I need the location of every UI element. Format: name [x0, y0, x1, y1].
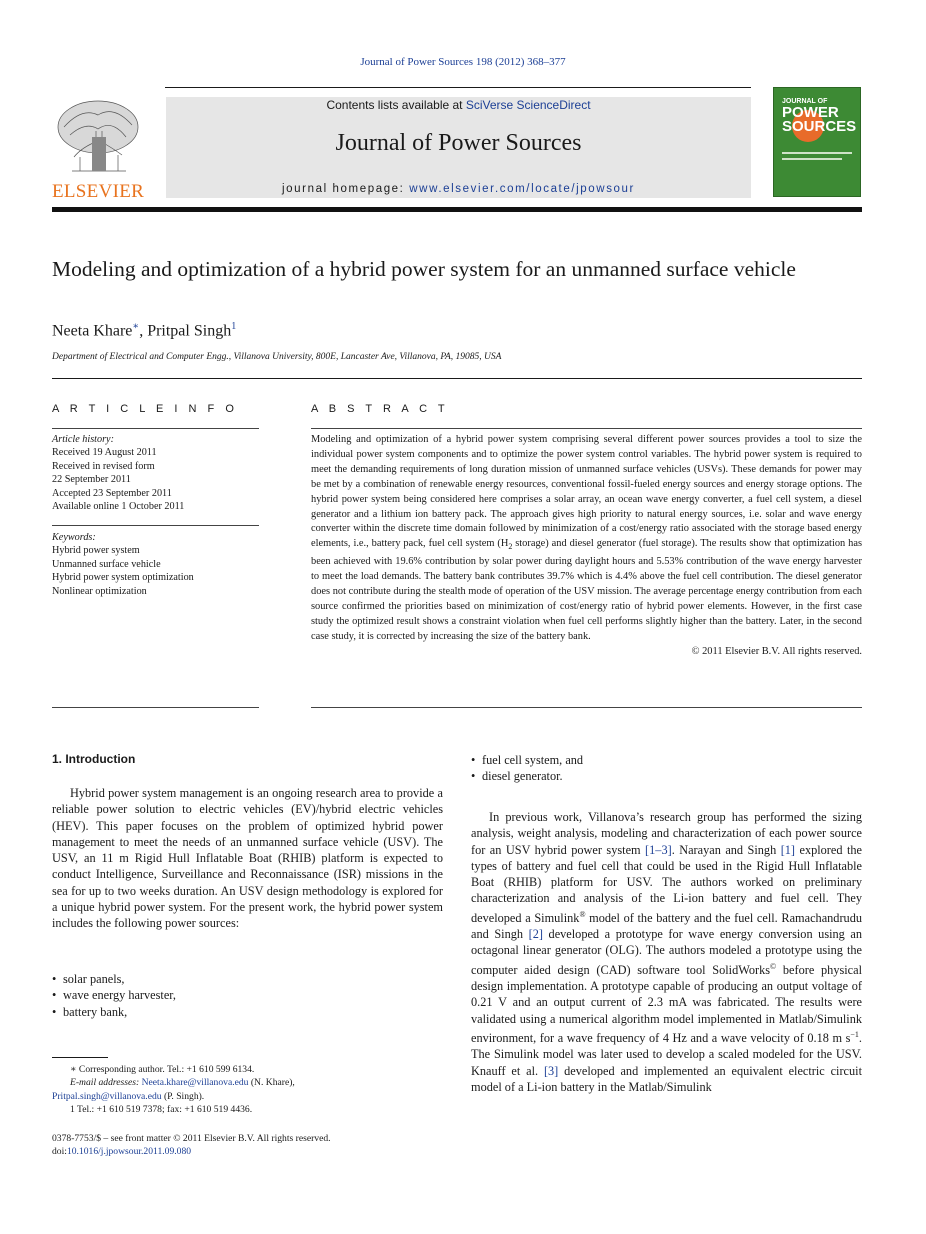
footnote-mark[interactable]: 1 — [231, 321, 237, 332]
divider — [52, 428, 259, 429]
history-revised: Received in revised form — [52, 460, 155, 472]
text-run: . The Simulink model was later used to develop a scaled modeled for the USV. Knauff et al. — [471, 1031, 862, 1078]
doi-label: doi: — [52, 1146, 67, 1158]
abstract-copyright: © 2011 Elsevier B.V. All rights reserved. — [691, 645, 862, 657]
journal-title: Journal of Power Sources — [335, 130, 582, 156]
contents-prefix: Contents lists available at — [326, 98, 466, 112]
text-run: . Narayan and Singh — [671, 842, 781, 857]
keywords-label: Keywords: — [52, 532, 96, 543]
text-run: before physical design implementation. A prototype capable of producing an output voltage of 0.21 V and an output current of 2.3 mA was fabricated. The results were validated using a numerical algorithm model implemented in Matlab/Simulink environment, for a wave frequency of 4 Hz and a wave velocity of 0.18 m s — [471, 962, 862, 1046]
history-accepted: Accepted 23 September 2011 — [52, 487, 172, 499]
journal-cover-image[interactable] — [773, 87, 861, 197]
author-name: Pritpal Singh — [147, 322, 232, 340]
email-link[interactable]: Neeta.khare@villanova.edu — [141, 1077, 249, 1089]
abstract-heading: A B S T R A C T — [311, 403, 449, 415]
elsevier-wordmark: ELSEVIER — [52, 181, 145, 202]
divider — [52, 525, 259, 526]
homepage-prefix: journal homepage: — [282, 183, 410, 195]
divider — [52, 378, 862, 379]
issn-line: 0378-7753/$ – see front matter © 2011 Elsevier B.V. All rights reserved. — [52, 1133, 331, 1144]
keyword-item: Hybrid power system optimization — [52, 572, 194, 584]
cover-title: JOURNAL OF — [782, 98, 828, 105]
front-matter-notes — [52, 1132, 331, 1159]
citation-link[interactable]: [1–3] — [645, 842, 672, 857]
homepage-link[interactable]: www.elsevier.com/locate/jpowsour — [409, 183, 635, 195]
registered-mark: ® — [579, 909, 586, 919]
list-item: • wave energy harvester, — [52, 987, 443, 1003]
email-owner: (N. Khare), — [248, 1077, 295, 1089]
abstract-text — [311, 433, 862, 660]
cover-text-line — [782, 152, 852, 154]
text-run: In previous work, Villanova’s research group has performed the sizing analysis, weight analysis, modeling and characterization of each power source for an USV hybrid power system — [471, 810, 862, 857]
email-link[interactable]: Pritpal.singh@villanova.edu — [52, 1090, 162, 1102]
email-label: E-mail addresses: — [70, 1077, 142, 1089]
doi-line — [52, 1145, 331, 1158]
footnote-rule — [52, 1057, 108, 1058]
keyword-item: Nonlinear optimization — [52, 585, 147, 597]
doi-link[interactable]: 10.1016/j.jpowsour.2011.09.080 — [66, 1146, 192, 1158]
history-revised-date: 22 September 2011 — [52, 474, 131, 486]
keyword-item: Hybrid power system — [52, 545, 140, 557]
power-source-list — [52, 971, 443, 1020]
citation-link[interactable]: [1] — [780, 842, 796, 857]
email-note-cont — [52, 1090, 443, 1103]
abstract-part: storage) and diesel generator (fuel storage). The results show that optimization has been achieved with 19.6% contribution by solar power during daylight hours and 5.53% contribution of the wave energy harvester to meet the load demands. The battery bank contributes 39.7% which is 4.4% above the fuel cell contribution. The diesel generator does not contribute during the stealth mode of operation of the USV mission. The average percentage energy contribution from each source confirmed the priorities based on minimization of cost/energy ratio of hybrid power elements. However, in the first case study the optimized result shows a constraint violation when fuel cell performs slightly higher than the battery. Later, in the second case study, it is corrected by increasing the size of the battery bank. — [311, 538, 862, 642]
abstract-part: Modeling and optimization of a hybrid power system comprising several different power sources provides a tool to size the individual power system components and to optimize the power system control variables. The hybrid power system is required to meet the demanding requirements of long duration mission of unmanned surface vehicles (USVs). These demands for power may be met by a combination of renewable energy resources, conventional fossil-fueled energy sources and energy storage options. The hybrid power system being considered here comprises a solar array, an ocean wave energy converter, a fuel cell system, a diesel generator and a lithium ion battery pack. The approach gives high priority to natural energy sources, i.e. solar and wave energy converter within the discrete time domain followed by minimization of a cost/energy ratio associated with the storage based energy elements, i.e., battery pack, fuel cell system (H — [311, 434, 862, 550]
citation-link[interactable]: [3] — [543, 1063, 559, 1078]
section-heading-introduction: 1. Introduction — [52, 752, 136, 766]
divider — [311, 428, 862, 429]
corresponding-author-note: ∗ Corresponding author. Tel.: +1 610 599 6134. — [70, 1064, 255, 1075]
author-footnote: 1 Tel.: +1 610 519 7378; fax: +1 610 519 4436. — [70, 1104, 253, 1116]
intro-paragraph: Hybrid power system management is an ongoing research area to provide a reliable power solution to electric vehicles (EV)/hybrid electric vehicles (HEV). This paper focuses on the problem of optimized hybrid power management to meet the needs of an unmanned surface vehicle (USV). The USV, an 11 m Rigid Hull Inflatable Boat (RHIB) platform is expected to conduct Intelligence, Surveillance and Reconnaissance (ISR) missions in the sea for up to two weeks duration. An USV design methodology is explored for a unique hybrid power system. For the present work, the hybrid power system includes the following power sources: — [52, 786, 443, 931]
divider — [52, 707, 259, 708]
email-owner: (P. Singh). — [161, 1090, 205, 1102]
cover-text-line — [782, 158, 842, 160]
history-received: Received 19 August 2011 — [52, 447, 157, 459]
header-rule — [165, 87, 751, 88]
contents-line — [166, 98, 751, 112]
keyword-item: Unmanned surface vehicle — [52, 558, 161, 570]
history-online: Available online 1 October 2011 — [52, 501, 185, 513]
subscript: 2 — [508, 542, 513, 552]
email-note — [52, 1076, 443, 1089]
cover-wordmark: POWER SOURCES — [782, 104, 857, 135]
list-item: • diesel generator. — [471, 768, 862, 784]
text-run: model of the battery and the fuel cell. Ramachandrudu and Singh — [471, 910, 862, 942]
homepage-line — [166, 183, 751, 195]
header-thick-rule — [52, 207, 862, 212]
article-history — [52, 433, 184, 513]
copyright-mark: © — [770, 961, 777, 971]
author-list: Neeta Khare∗, Pritpal Singh$^1$ — [52, 321, 237, 340]
article-info-heading: A R T I C L E I N F O — [52, 403, 238, 415]
author-name: Neeta Khare — [52, 322, 133, 340]
divider — [311, 707, 862, 708]
keywords — [52, 531, 194, 598]
affiliation: Department of Electrical and Computer Engg., Villanova University, 800E, Lancaster Ave, Villanova, PA, 19085, USA — [52, 352, 502, 362]
paper-title: Modeling and optimization of a hybrid power system for an unmanned surface vehicle — [52, 257, 796, 281]
footnotes — [52, 1063, 443, 1117]
list-item: • fuel cell system, and — [471, 752, 862, 768]
list-item: • solar panels, — [52, 971, 443, 987]
text-run: explored the types of battery and fuel cell that could be used in the Rigid Hull Inflatable Boat (RHIB) platform for USV. The authors worked on preliminary characterization and analysis of the Li-ion battery and fuel cell. They developed a Simulink — [471, 842, 862, 925]
history-label: Article history: — [52, 434, 114, 445]
superscript: −1 — [850, 1030, 859, 1040]
list-item: • battery bank, — [52, 1004, 443, 1020]
sciencedirect-link[interactable]: SciVerse ScienceDirect — [465, 98, 591, 112]
power-source-list-continued — [471, 752, 862, 785]
journal-masthead — [166, 97, 751, 198]
previous-work-paragraph — [471, 809, 862, 1095]
text-run: developed a prototype for wave energy conversion using an octagonal linear generator (OLG). The authors modeled a prototype using the computer aided design (CAD) software tool SolidWorks — [471, 927, 863, 977]
journal-reference[interactable]: Journal of Power Sources 198 (2012) 368–377 — [360, 56, 566, 68]
citation-link[interactable]: [2] — [528, 927, 543, 942]
corresponding-author-mark[interactable]: ∗ — [132, 321, 140, 332]
text-run: developed and implemented an equivalent electric circuit model of a Li-ion battery in the Matlab/Simulink — [471, 1063, 862, 1095]
